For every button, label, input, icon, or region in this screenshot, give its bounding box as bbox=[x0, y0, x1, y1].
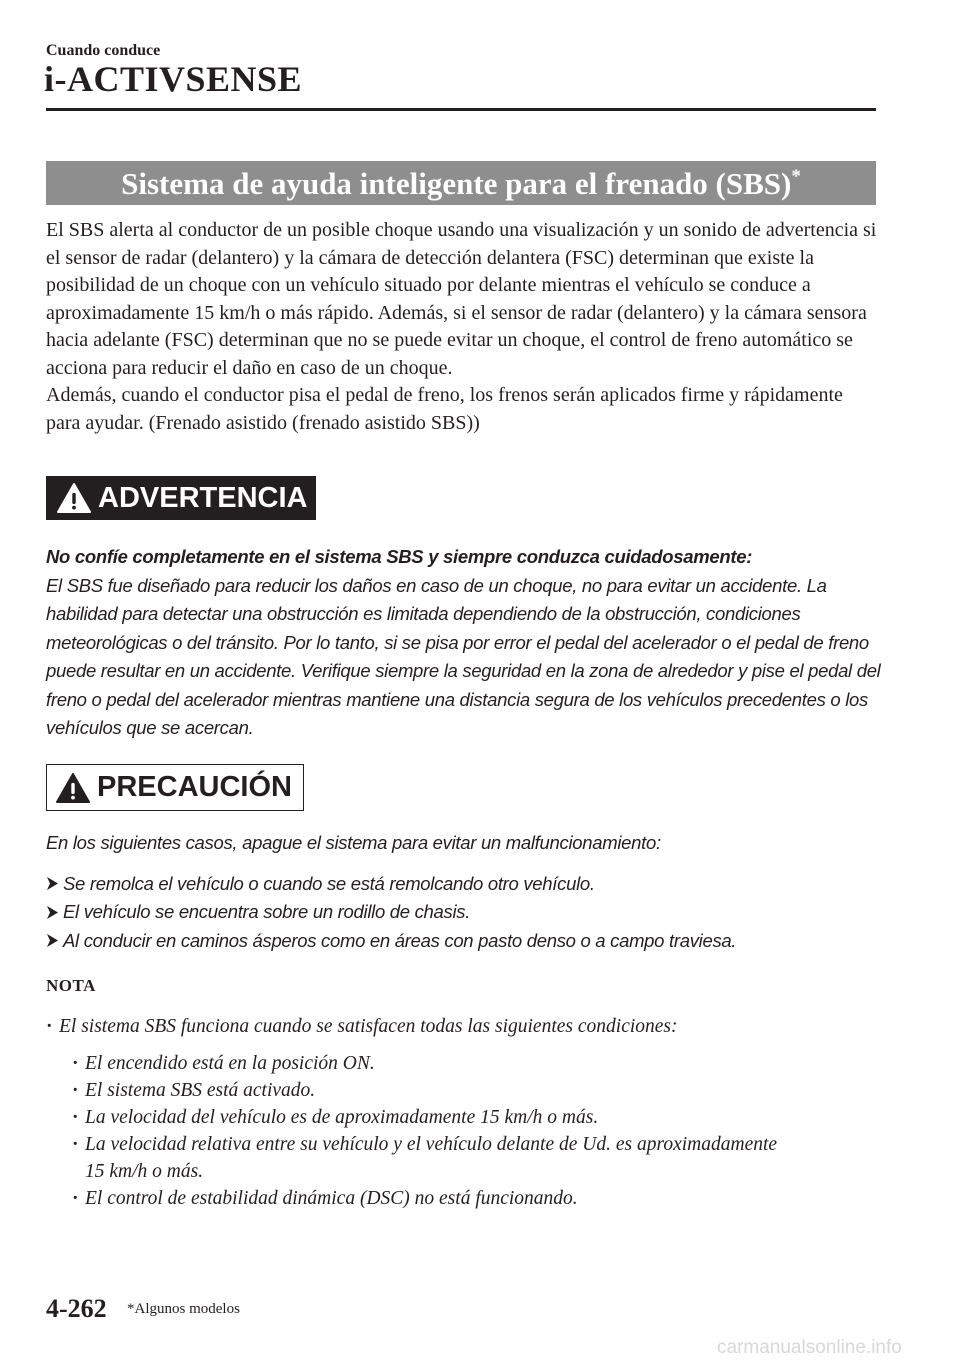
intro-paragraph-1: El SBS alerta al conductor de un posible choque usando una visualización y un sonido de advertencia si el sensor de radar (delantero) y la cámara de detección delantera (FSC) determinan que existe la posibilidad de un choque con un vehículo situado por delante mientras el vehículo se conduce a aproximadamente 15 km/h o más rápido. Además, si el sensor de radar (delantero) y la cámara sensora hacia adelante (FSC) determinan que no se puede evitar un choque, el control de freno automático se acciona para reducir el daño en caso de un choque. bbox=[46, 219, 877, 379]
caution-text bbox=[46, 829, 886, 955]
condition-text: El sistema SBS está activado. bbox=[85, 1080, 316, 1101]
warning-label bbox=[46, 476, 316, 520]
warning-text bbox=[46, 543, 886, 743]
page-number: 4-262 bbox=[46, 1294, 107, 1323]
list-item bbox=[72, 1104, 852, 1131]
list-item bbox=[72, 1185, 852, 1212]
watermark: carmanualsonline.info bbox=[717, 1337, 902, 1358]
caution-label bbox=[46, 764, 304, 811]
list-item bbox=[72, 1077, 852, 1104]
note-main-text: El sistema SBS funciona cuando se satisfacen todas las siguientes condiciones: bbox=[59, 1016, 678, 1037]
section-title-band bbox=[46, 161, 876, 205]
footnote-star: * bbox=[127, 1301, 135, 1317]
list-item bbox=[46, 1012, 866, 1041]
list-item bbox=[72, 1050, 852, 1077]
warning-body: El SBS fue diseñado para reducir los daños en caso de un choque, no para evitar un accidente. La habilidad para detectar una obstrucción es limitada dependiendo de la obstrucción, condiciones meteorológicas o del tránsito. Por lo tanto, si se pisa por error el pedal del acelerador o el pedal de freno puede resultar en un accidente. Verifique siempre la seguridad en la zona de alrededor y pise el pedal del freno o pedal del acelerador mientras mantiene una distancia segura de los vehículos precedentes o los vehículos que se acercan. bbox=[46, 574, 881, 738]
note-heading: NOTA bbox=[46, 976, 96, 995]
bullet-dot-icon: · bbox=[72, 1107, 79, 1128]
condition-text: La velocidad relativa entre su vehículo y el vehículo delante de Ud. es aproximadamente 15 km/h o más. bbox=[85, 1134, 778, 1182]
arrow-bullet-icon bbox=[46, 905, 59, 920]
warning-triangle-icon bbox=[56, 482, 92, 514]
bullet-dot-icon: · bbox=[72, 1053, 79, 1074]
arrow-bullet-icon bbox=[46, 876, 59, 891]
footnote-text: Algunos modelos bbox=[134, 1301, 240, 1317]
list-item bbox=[72, 1131, 852, 1185]
condition-text: La velocidad del vehículo es de aproximadamente 15 km/h o más. bbox=[85, 1107, 599, 1128]
caution-item-text: Al conducir en caminos ásperos como en áreas con pasto denso o a campo traviesa. bbox=[63, 929, 737, 951]
section-title-asterisk: * bbox=[791, 166, 801, 187]
note-main bbox=[46, 1012, 866, 1041]
bullet-dot-icon: · bbox=[72, 1134, 79, 1155]
caution-triangle-icon bbox=[55, 772, 91, 804]
caution-item-text: Se remolca el vehículo o cuando se está remolcando otro vehículo. bbox=[63, 872, 595, 894]
caution-intro: En los siguientes casos, apague el sistema para evitar un malfuncionamiento: bbox=[46, 832, 661, 853]
caution-item-text: El vehículo se encuentra sobre un rodillo de chasis. bbox=[63, 901, 471, 922]
caution-list bbox=[46, 870, 886, 956]
caution-label-text: PRECAUCIÓN bbox=[97, 771, 292, 803]
section-label: Cuando conduce bbox=[46, 42, 161, 59]
intro-paragraph-2: Además, cuando el conductor pisa el pedal de freno, los frenos serán aplicados firme y rápidamente para ayudar. (Frenado asistido (frenado asistido SBS)) bbox=[46, 384, 843, 434]
list-item bbox=[46, 870, 886, 899]
footnote bbox=[127, 1301, 240, 1318]
header-divider bbox=[46, 108, 876, 111]
condition-text: El encendido está en la posición ON. bbox=[85, 1053, 375, 1074]
section-title: Sistema de ayuda inteligente para el frenado (SBS) bbox=[121, 166, 792, 201]
chapter-title: i-ACTIVSENSE bbox=[44, 59, 303, 99]
bullet-dot-icon: · bbox=[72, 1080, 79, 1101]
note-conditions bbox=[72, 1050, 852, 1212]
warning-label-text: ADVERTENCIA bbox=[98, 481, 308, 514]
intro-text bbox=[46, 217, 881, 437]
list-item bbox=[46, 898, 886, 927]
warning-heading: No confíe completamente en el sistema SBS y siempre conduzca cuidadosamente: bbox=[46, 546, 753, 567]
bullet-dot-icon: · bbox=[72, 1188, 79, 1209]
arrow-bullet-icon bbox=[46, 933, 59, 948]
bullet-dot-icon: · bbox=[46, 1016, 53, 1037]
list-item bbox=[46, 927, 886, 956]
condition-text: El control de estabilidad dinámica (DSC) no está funcionando. bbox=[85, 1188, 578, 1209]
